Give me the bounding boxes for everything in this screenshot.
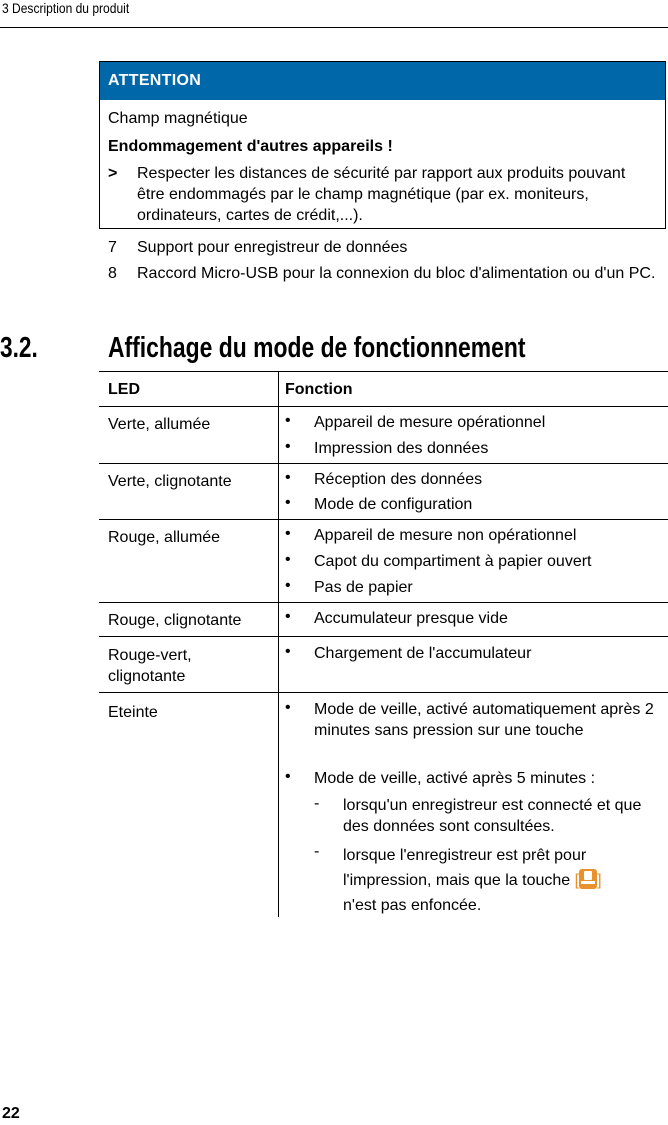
page-number: 22: [2, 1105, 20, 1122]
bullet: •: [285, 412, 291, 429]
running-header: 3 Description du produit: [2, 0, 130, 16]
led-state: Rouge, allumée: [108, 529, 221, 546]
instruction-arrow-icon: >: [108, 165, 118, 182]
function-item: Accumulateur presque vide: [314, 610, 508, 627]
bullet: •: [285, 699, 291, 716]
led-state: Verte, allumée: [108, 416, 211, 433]
table-column-divider: [278, 371, 279, 917]
subitem-text: n'est pas enfoncée.: [343, 897, 482, 914]
bullet: •: [285, 438, 291, 455]
item-number: 8: [108, 265, 117, 282]
function-item: Appareil de mesure non opérationnel: [314, 527, 577, 544]
table-rule: [99, 636, 668, 637]
dash: -: [314, 843, 320, 860]
function-item: Capot du compartiment à papier ouvert: [314, 553, 592, 570]
function-item: Mode de veille, activé après 5 minutes :: [314, 770, 596, 787]
header-rule: [0, 27, 668, 28]
led-state: Eteinte: [108, 704, 158, 721]
table-rule: [99, 463, 668, 464]
attention-label: ATTENTION: [100, 62, 665, 100]
table-rule: [99, 406, 668, 407]
bracket-open: [: [574, 872, 580, 889]
bullet: •: [285, 643, 291, 660]
printer-key-icon: [579, 869, 597, 889]
table-rule: [99, 519, 668, 520]
function-item: Réception des données: [314, 471, 483, 488]
table-rule: [99, 371, 668, 372]
table-rule: [99, 602, 668, 603]
function-subitem: lorsqu'un enregistreur est connecté et que des données sont consultées.: [343, 797, 642, 835]
function-item: Impression des données: [314, 440, 489, 457]
item-number: 7: [108, 239, 117, 256]
bullet: •: [285, 577, 291, 594]
function-item: Mode de veille, activé automatiquement après 2 minutes sans pression sur une touche: [314, 701, 654, 739]
table-header-function: Fonction: [285, 381, 353, 398]
section-title: Affichage du mode de fonctionnement: [108, 332, 526, 364]
bullet: •: [285, 469, 291, 486]
function-item: Appareil de mesure opérationnel: [314, 414, 546, 431]
attention-box: [99, 61, 666, 229]
led-state: Rouge-vert, clignotante: [108, 647, 192, 685]
section-number: 3.2.: [0, 332, 38, 364]
attention-title: Endommagement d'autres appareils !: [108, 138, 393, 155]
led-state: Verte, clignotante: [108, 473, 232, 490]
function-item: Chargement de l'accumulateur: [314, 645, 532, 662]
bullet: •: [285, 551, 291, 568]
bullet: •: [285, 768, 291, 785]
item-text: Support pour enregistreur de données: [137, 239, 408, 256]
attention-instruction: Respecter les distances de sécurité par rapport aux produits pouvant être endommagés par le champ magnétique (par ex. moniteurs, ordinateurs, cartes de crédit,...).: [137, 165, 626, 224]
dash: -: [314, 795, 320, 812]
bullet: •: [285, 608, 291, 625]
subitem-text: lorsque l'enregistreur est prêt pour l'impression, mais que la touche: [343, 847, 587, 889]
attention-subject: Champ magnétique: [108, 110, 248, 127]
item-text: Raccord Micro-USB pour la connexion du bloc d'alimentation ou d'un PC.: [137, 265, 656, 282]
table-header-led: LED: [108, 381, 140, 398]
led-state: Rouge, clignotante: [108, 612, 242, 629]
function-item: Mode de configuration: [314, 496, 473, 513]
bullet: •: [285, 494, 291, 511]
bullet: •: [285, 525, 291, 542]
function-subitem: [343, 843, 663, 918]
bracket-close: ]: [597, 872, 602, 889]
function-item: Pas de papier: [314, 579, 413, 596]
table-rule: [99, 692, 668, 693]
